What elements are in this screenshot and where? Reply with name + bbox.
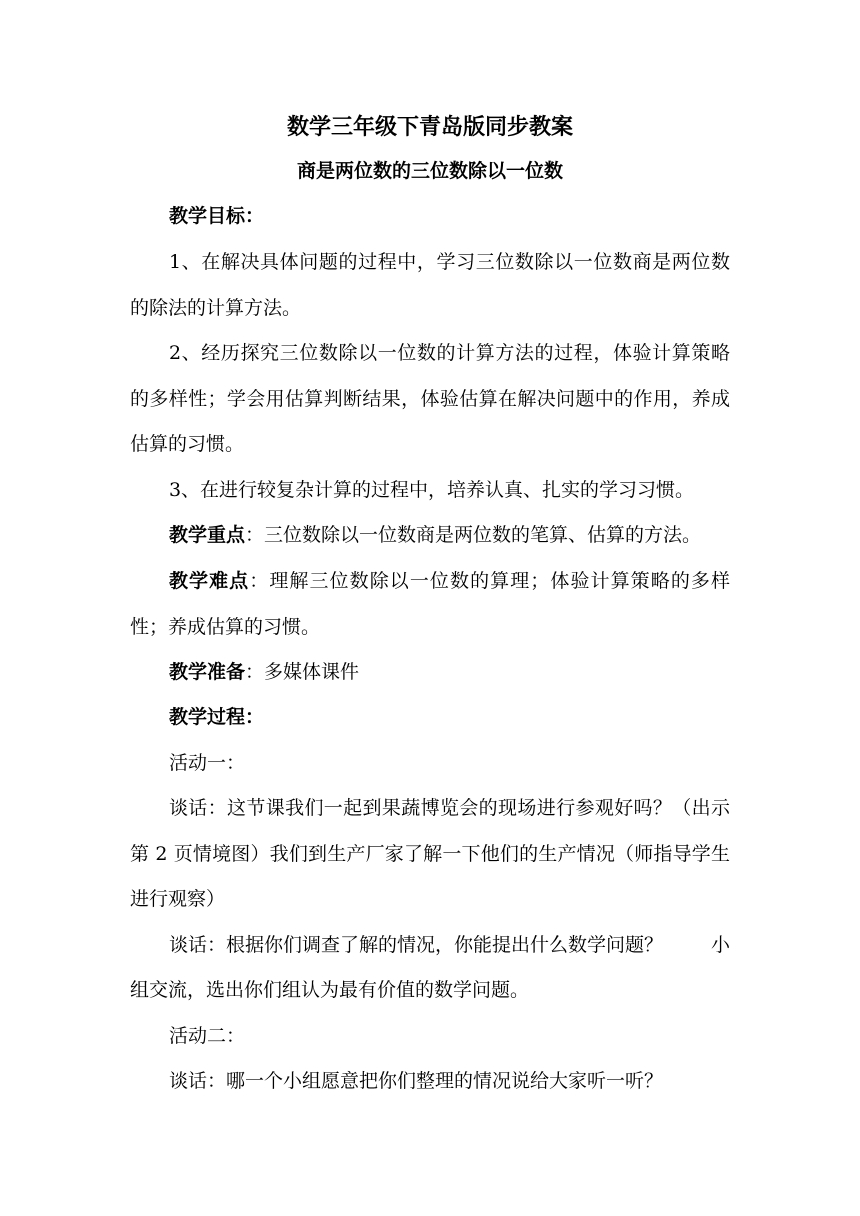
document-title: 数学三年级下青岛版同步教案	[286, 115, 573, 140]
talk-2-text-part1: 谈话：根据你们调查了解的情况，你能提出什么数学问题？	[168, 934, 663, 956]
talk-2-line-1	[130, 923, 730, 969]
objectives-heading: 教学目标：	[168, 205, 264, 227]
document-subtitle: 商是两位数的三位数除以一位数	[296, 160, 563, 182]
difficulty-paragraph	[130, 559, 730, 650]
activity-1-heading: 活动一：	[168, 752, 245, 774]
process-heading: 教学过程：	[168, 706, 264, 728]
difficulty-text: ：理解三位数除以一位数的算理；体验计算策略的多样性；养成估算的习惯。	[130, 570, 730, 638]
talk-3-paragraph: 谈话：哪一个小组愿意把你们整理的情况说给大家听一听？	[168, 1070, 663, 1092]
preparation-text: ：多媒体课件	[244, 661, 359, 683]
activity-2-heading: 活动二：	[168, 1025, 245, 1047]
key-point-paragraph	[130, 513, 730, 559]
key-point-label: 教学重点	[168, 524, 245, 546]
talk-2-text-part2: 小	[710, 934, 730, 956]
objective-item-2: 2、经历探究三位数除以一位数的计算方法的过程，体验计算策略的多样性；学会用估算判断结果，体验估算在解决问题中的作用，养成估算的习惯。	[130, 342, 730, 455]
difficulty-label: 教学难点	[168, 570, 250, 592]
talk-2-line-2: 组交流，选出你们组认为最有价值的数学问题。	[130, 979, 530, 1001]
objective-item-3: 3、在进行较复杂计算的过程中，培养认真、扎实的学习习惯。	[168, 479, 695, 501]
preparation-label: 教学准备	[168, 661, 245, 683]
objective-item-1: 1、在解决具体问题的过程中，学习三位数除以一位数商是两位数的除法的计算方法。	[130, 251, 730, 319]
talk-1-paragraph: 谈话：这节课我们一起到果蔬博览会的现场进行参观好吗？（出示第 2 页情境图）我们到生产厂家了解一下他们的生产情况（师指导学生进行观察）	[130, 797, 730, 910]
key-point-text: ：三位数除以一位数商是两位数的笔算、估算的方法。	[244, 524, 701, 546]
preparation-paragraph	[130, 650, 730, 696]
